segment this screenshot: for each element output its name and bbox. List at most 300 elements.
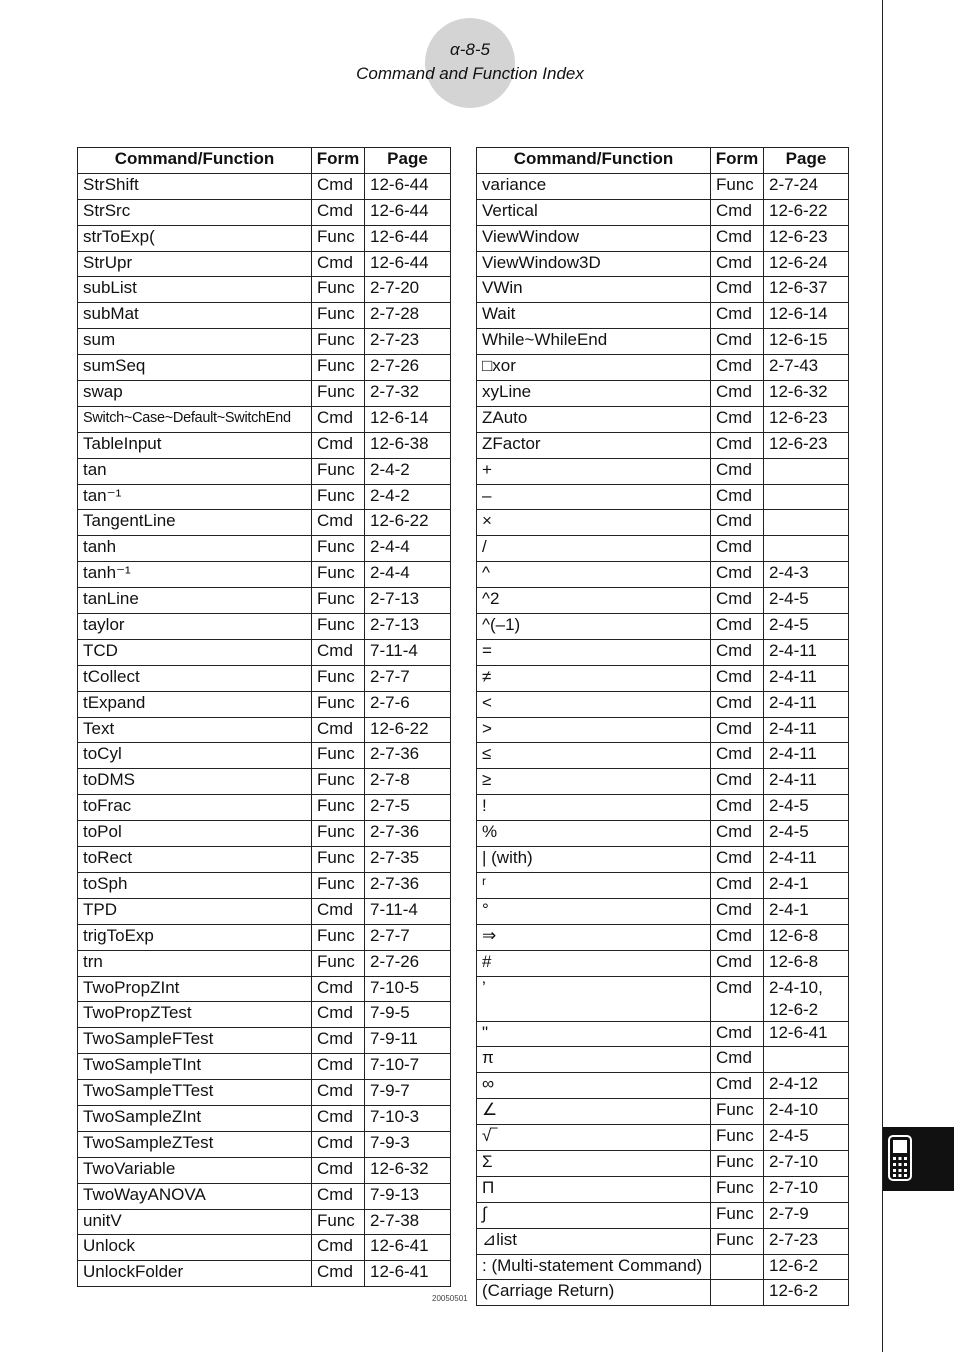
form-cell: Func	[312, 458, 365, 484]
form-cell: Cmd	[711, 1073, 764, 1099]
table-row	[477, 976, 849, 1021]
table-row	[78, 406, 451, 432]
table-row	[477, 329, 849, 355]
command-cell: ∞	[477, 1073, 711, 1099]
page-cell: 2-4-11	[764, 665, 849, 691]
table-row	[477, 795, 849, 821]
command-cell: sum	[78, 329, 312, 355]
page-cell: 2-4-1	[764, 872, 849, 898]
table-row	[78, 251, 451, 277]
command-cell: StrSrc	[78, 199, 312, 225]
form-cell: Cmd	[312, 1131, 365, 1157]
command-cell: ^	[477, 562, 711, 588]
page-cell: 12-6-15	[764, 329, 849, 355]
page-cell: 12-6-41	[764, 1021, 849, 1047]
table-row	[78, 821, 451, 847]
page-cell: 7-9-5	[365, 1002, 451, 1028]
page-cell: 12-6-32	[764, 381, 849, 407]
command-cell: Unlock	[78, 1235, 312, 1261]
table-row	[477, 1202, 849, 1228]
command-cell: tan⁻¹	[78, 484, 312, 510]
table-row	[78, 1183, 451, 1209]
page-cell: 2-4-5	[764, 614, 849, 640]
command-cell: toDMS	[78, 769, 312, 795]
table-row	[78, 639, 451, 665]
page-cell: 2-7-13	[365, 588, 451, 614]
command-cell: variance	[477, 173, 711, 199]
command-cell: =	[477, 639, 711, 665]
chapter-tab	[883, 1127, 954, 1191]
command-cell: xyLine	[477, 381, 711, 407]
table-row	[78, 1054, 451, 1080]
command-cell: subList	[78, 277, 312, 303]
command-cell: TwoSampleZTest	[78, 1131, 312, 1157]
table-row	[477, 924, 849, 950]
form-cell: Cmd	[711, 406, 764, 432]
command-cell: TPD	[78, 898, 312, 924]
command-cell: tanh⁻¹	[78, 562, 312, 588]
index-table-right	[476, 147, 849, 1306]
form-cell: Cmd	[312, 173, 365, 199]
table-row	[477, 432, 849, 458]
document-code: 20050501	[432, 1294, 468, 1303]
table-row	[477, 1073, 849, 1099]
form-cell: Cmd	[711, 1047, 764, 1073]
page-cell: 12-6-44	[365, 251, 451, 277]
form-cell: Cmd	[312, 510, 365, 536]
form-cell: Cmd	[711, 614, 764, 640]
page-cell: 12-6-2	[764, 1280, 849, 1306]
header-page: Page	[764, 148, 849, 174]
command-cell: tan	[78, 458, 312, 484]
form-cell: Func	[312, 1209, 365, 1235]
page-cell: 2-4-12	[764, 1073, 849, 1099]
page-cell: 2-7-36	[365, 872, 451, 898]
table-row	[477, 847, 849, 873]
table-row	[477, 614, 849, 640]
page-cell: 2-7-7	[365, 924, 451, 950]
page-cell: 2-4-11	[764, 769, 849, 795]
page-cell: 7-9-7	[365, 1080, 451, 1106]
page-cell: 2-4-5	[764, 1125, 849, 1151]
command-cell: trn	[78, 950, 312, 976]
command-cell: : (Multi-statement Command)	[477, 1254, 711, 1280]
page-cell: 12-6-44	[365, 199, 451, 225]
page-cell: 12-6-44	[365, 173, 451, 199]
page-cell: 2-7-26	[365, 950, 451, 976]
page-cell: 2-4-5	[764, 795, 849, 821]
form-cell: Func	[312, 924, 365, 950]
table-row	[78, 1002, 451, 1028]
header-circle	[425, 18, 515, 108]
table-row	[477, 1254, 849, 1280]
table-row	[78, 924, 451, 950]
table-row	[477, 691, 849, 717]
table-row	[477, 1150, 849, 1176]
table-row	[477, 665, 849, 691]
table-row	[78, 1105, 451, 1131]
page-cell: 2-7-10	[764, 1176, 849, 1202]
command-cell: ≥	[477, 769, 711, 795]
command-cell: TwoSampleTTest	[78, 1080, 312, 1106]
page-cell: 2-7-10	[764, 1150, 849, 1176]
form-cell: Cmd	[711, 510, 764, 536]
form-cell: Cmd	[711, 821, 764, 847]
table-row	[477, 381, 849, 407]
form-cell: Cmd	[711, 588, 764, 614]
table-row	[78, 562, 451, 588]
page-cell	[764, 536, 849, 562]
table-row	[477, 717, 849, 743]
form-cell: Func	[312, 381, 365, 407]
table-row	[78, 1209, 451, 1235]
table-row	[78, 458, 451, 484]
page-cell: 2-7-35	[365, 847, 451, 873]
page-cell: 12-6-23	[764, 406, 849, 432]
page-cell: 2-7-5	[365, 795, 451, 821]
form-cell: Func	[312, 277, 365, 303]
table-row	[78, 588, 451, 614]
command-cell: swap	[78, 381, 312, 407]
command-cell: π	[477, 1047, 711, 1073]
form-cell: Func	[312, 691, 365, 717]
form-cell: Func	[711, 1099, 764, 1125]
form-cell: Cmd	[711, 717, 764, 743]
page-cell: 2-7-8	[365, 769, 451, 795]
table-row	[477, 355, 849, 381]
page-cell: 2-7-9	[764, 1202, 849, 1228]
page-cell: 7-9-11	[365, 1028, 451, 1054]
page-cell: 2-4-2	[365, 484, 451, 510]
table-row	[477, 1176, 849, 1202]
table-row	[78, 1157, 451, 1183]
table-row	[78, 1235, 451, 1261]
form-cell: Func	[711, 1202, 764, 1228]
command-cell: >	[477, 717, 711, 743]
table-row	[78, 1080, 451, 1106]
form-cell: Cmd	[711, 303, 764, 329]
command-cell: Switch~Case~Default~SwitchEnd	[78, 406, 312, 432]
header-command: Command/Function	[477, 148, 711, 174]
page-cell: 2-4-4	[365, 562, 451, 588]
command-cell: TwoSampleZInt	[78, 1105, 312, 1131]
command-cell: TwoPropZTest	[78, 1002, 312, 1028]
command-cell: VWin	[477, 277, 711, 303]
table-row	[78, 1028, 451, 1054]
form-cell: Cmd	[711, 743, 764, 769]
command-cell: trigToExp	[78, 924, 312, 950]
form-cell: Cmd	[312, 199, 365, 225]
form-cell: Func	[711, 1125, 764, 1151]
form-cell: Cmd	[711, 225, 764, 251]
command-cell: toRect	[78, 847, 312, 873]
command-cell: ∠	[477, 1099, 711, 1125]
command-cell: sumSeq	[78, 355, 312, 381]
command-cell: TwoSampleFTest	[78, 1028, 312, 1054]
form-cell: Cmd	[711, 458, 764, 484]
table-row	[477, 251, 849, 277]
table-row	[78, 717, 451, 743]
command-cell: TwoVariable	[78, 1157, 312, 1183]
form-cell: Cmd	[312, 1054, 365, 1080]
index-table-left	[77, 147, 451, 1287]
table-row	[477, 769, 849, 795]
page-cell: 2-7-28	[365, 303, 451, 329]
form-cell: Func	[312, 484, 365, 510]
command-cell: ∫	[477, 1202, 711, 1228]
command-cell: ≠	[477, 665, 711, 691]
form-cell: Cmd	[711, 251, 764, 277]
table-row	[477, 406, 849, 432]
form-cell: Func	[312, 614, 365, 640]
table-row	[78, 976, 451, 1002]
form-cell: Cmd	[312, 1080, 365, 1106]
command-cell: TwoSampleTInt	[78, 1054, 312, 1080]
command-cell: ⇒	[477, 924, 711, 950]
form-cell: Func	[312, 847, 365, 873]
form-cell: Cmd	[711, 976, 764, 1021]
command-cell: toSph	[78, 872, 312, 898]
page-cell: 12-6-22	[365, 717, 451, 743]
command-cell: %	[477, 821, 711, 847]
form-cell: Func	[312, 665, 365, 691]
page-cell: 12-6-44	[365, 225, 451, 251]
command-cell: ’	[477, 976, 711, 1021]
page-cell	[764, 510, 849, 536]
command-cell: /	[477, 536, 711, 562]
form-cell: Func	[312, 536, 365, 562]
table-row	[477, 1280, 849, 1306]
page-cell: 2-4-5	[764, 821, 849, 847]
form-cell: Func	[711, 1150, 764, 1176]
page-cell: 12-6-14	[365, 406, 451, 432]
form-cell: Cmd	[711, 795, 764, 821]
page-cell	[764, 484, 849, 510]
form-cell: Func	[312, 821, 365, 847]
table-row	[78, 225, 451, 251]
form-cell: Cmd	[312, 639, 365, 665]
command-cell: toFrac	[78, 795, 312, 821]
command-cell: ^(–1)	[477, 614, 711, 640]
form-cell: Func	[312, 588, 365, 614]
page-cell: 2-4-10	[764, 1099, 849, 1125]
command-cell: °	[477, 898, 711, 924]
page-cell: 2-4-11	[764, 639, 849, 665]
form-cell: Func	[312, 303, 365, 329]
page-cell: 2-7-7	[365, 665, 451, 691]
command-cell: Π	[477, 1176, 711, 1202]
form-cell: Func	[312, 950, 365, 976]
command-cell: UnlockFolder	[78, 1261, 312, 1287]
table-row	[477, 821, 849, 847]
command-cell: ≤	[477, 743, 711, 769]
form-cell: Cmd	[711, 769, 764, 795]
form-cell: Func	[711, 1228, 764, 1254]
command-cell: TableInput	[78, 432, 312, 458]
page-number: α-8-5	[450, 40, 490, 59]
page-cell: 2-4-11	[764, 743, 849, 769]
table-row	[78, 510, 451, 536]
table-row	[78, 199, 451, 225]
form-cell: Cmd	[711, 691, 764, 717]
form-cell: Cmd	[711, 277, 764, 303]
command-cell: TCD	[78, 639, 312, 665]
table-row	[477, 1125, 849, 1151]
table-row	[477, 510, 849, 536]
command-cell: StrUpr	[78, 251, 312, 277]
header-page: Page	[365, 148, 451, 174]
table-row	[78, 614, 451, 640]
header-form: Form	[711, 148, 764, 174]
table-row	[477, 277, 849, 303]
table-row	[477, 898, 849, 924]
page-cell: 7-9-13	[365, 1183, 451, 1209]
command-cell: ʳ	[477, 872, 711, 898]
table-row	[477, 1047, 849, 1073]
form-cell: Cmd	[711, 847, 764, 873]
page-cell: 7-11-4	[365, 898, 451, 924]
form-cell: Cmd	[711, 432, 764, 458]
page-cell: 2-7-6	[365, 691, 451, 717]
page-cell: 12-6-41	[365, 1235, 451, 1261]
table-row	[477, 1099, 849, 1125]
command-cell: Vertical	[477, 199, 711, 225]
page-cell: 2-7-38	[365, 1209, 451, 1235]
form-cell: Func	[312, 769, 365, 795]
table-row	[78, 1261, 451, 1287]
page-cell: 12-6-38	[365, 432, 451, 458]
form-cell: Cmd	[711, 872, 764, 898]
page-cell: 7-10-5	[365, 976, 451, 1002]
page-cell: 2-4-11	[764, 717, 849, 743]
page-cell: 2-7-32	[365, 381, 451, 407]
page-cell: 2-4-4	[365, 536, 451, 562]
form-cell: Cmd	[711, 1021, 764, 1047]
page-cell	[764, 458, 849, 484]
table-row	[78, 847, 451, 873]
form-cell: Func	[312, 355, 365, 381]
command-cell: □xor	[477, 355, 711, 381]
table-row	[78, 950, 451, 976]
command-cell: ^2	[477, 588, 711, 614]
calculator-icon	[888, 1135, 912, 1181]
form-cell: Cmd	[711, 924, 764, 950]
page-cell: 12-6-23	[764, 225, 849, 251]
form-cell	[711, 1280, 764, 1306]
table-row	[78, 432, 451, 458]
table-row	[78, 355, 451, 381]
command-cell: unitV	[78, 1209, 312, 1235]
header-command: Command/Function	[78, 148, 312, 174]
form-cell: Func	[312, 743, 365, 769]
page-cell: 2-4-10, 12-6-2	[764, 976, 849, 1021]
form-cell: Cmd	[711, 950, 764, 976]
form-cell: Func	[312, 795, 365, 821]
form-cell: Cmd	[312, 251, 365, 277]
command-cell: toPol	[78, 821, 312, 847]
form-cell: Cmd	[711, 199, 764, 225]
page-cell: 2-7-20	[365, 277, 451, 303]
table-row	[78, 381, 451, 407]
command-cell: | (with)	[477, 847, 711, 873]
command-cell: strToExp(	[78, 225, 312, 251]
table-row	[477, 199, 849, 225]
page-cell: 12-6-8	[764, 924, 849, 950]
command-cell: Text	[78, 717, 312, 743]
command-cell: ViewWindow	[477, 225, 711, 251]
form-cell: Func	[312, 872, 365, 898]
form-cell: Cmd	[711, 329, 764, 355]
command-cell: Wait	[477, 303, 711, 329]
form-cell: Cmd	[711, 562, 764, 588]
form-cell: Func	[711, 173, 764, 199]
page-cell: 7-11-4	[365, 639, 451, 665]
command-cell: ZAuto	[477, 406, 711, 432]
form-cell: Cmd	[312, 717, 365, 743]
command-cell: tanLine	[78, 588, 312, 614]
page-cell: 12-6-37	[764, 277, 849, 303]
page-cell: 12-6-41	[365, 1261, 451, 1287]
form-cell: Cmd	[312, 1105, 365, 1131]
command-cell: –	[477, 484, 711, 510]
table-row	[477, 743, 849, 769]
table-row	[477, 562, 849, 588]
table-row	[477, 225, 849, 251]
page-cell: 12-6-8	[764, 950, 849, 976]
table-row	[78, 872, 451, 898]
form-cell: Cmd	[312, 1183, 365, 1209]
form-cell: Cmd	[312, 1002, 365, 1028]
table-row	[78, 691, 451, 717]
page-cell: 12-6-22	[764, 199, 849, 225]
form-cell: Cmd	[312, 432, 365, 458]
page-cell: 12-6-2	[764, 1254, 849, 1280]
table-row	[78, 277, 451, 303]
form-cell: Cmd	[711, 898, 764, 924]
command-cell: TwoWayANOVA	[78, 1183, 312, 1209]
page-cell: 2-7-24	[764, 173, 849, 199]
table-row	[78, 665, 451, 691]
table-row	[477, 1228, 849, 1254]
table-row	[78, 173, 451, 199]
command-cell: TwoPropZInt	[78, 976, 312, 1002]
form-cell: Cmd	[711, 355, 764, 381]
command-cell: ZFactor	[477, 432, 711, 458]
command-cell: +	[477, 458, 711, 484]
table-row	[78, 795, 451, 821]
page-cell: 2-7-23	[365, 329, 451, 355]
form-cell: Cmd	[312, 1028, 365, 1054]
form-cell: Cmd	[312, 406, 365, 432]
table-row	[477, 458, 849, 484]
form-cell: Cmd	[711, 381, 764, 407]
page-cell	[764, 1047, 849, 1073]
page-cell: 2-4-1	[764, 898, 849, 924]
page-cell: 2-4-2	[365, 458, 451, 484]
command-cell: toCyl	[78, 743, 312, 769]
form-cell	[711, 1254, 764, 1280]
page-title: Command and Function Index	[356, 64, 584, 83]
form-cell: Cmd	[711, 665, 764, 691]
command-cell: ⊿list	[477, 1228, 711, 1254]
table-row	[477, 950, 849, 976]
header-form: Form	[312, 148, 365, 174]
form-cell: Cmd	[312, 1261, 365, 1287]
table-row	[78, 303, 451, 329]
form-cell: Cmd	[312, 898, 365, 924]
command-cell: (Carriage Return)	[477, 1280, 711, 1306]
page-cell: 7-10-7	[365, 1054, 451, 1080]
